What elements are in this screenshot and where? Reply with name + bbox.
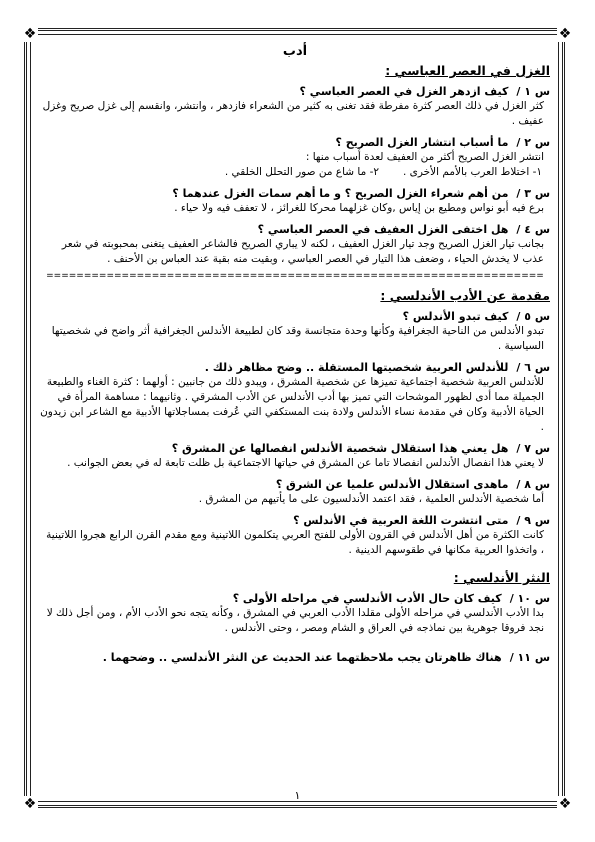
section-title-abbasid-ghazal: الغزل في العصر العباسي :	[385, 63, 550, 78]
list-item: ١- اختلاط العرب بالأمم الأخرى .	[403, 166, 542, 178]
question-1: س ١ /كيف ازدهر الغزل في العصر العباسي ؟	[299, 85, 550, 98]
section-title-andalusian-intro: مقدمة عن الأدب الأندلسي :	[380, 288, 550, 303]
answer-1: كثر الغزل في ذلك العصر كثرة مفرطة فقد تغنى به كثير من الشعراء فازدهر ، وانتشر، وانقسم إلى غزل صريح وغزل عفيف .	[42, 100, 544, 127]
list-item: ٢- ما شاع من صور التحلل الخلقي .	[224, 166, 379, 178]
page-title: أدب	[282, 44, 308, 59]
section-divider: ==================================================================	[46, 271, 544, 281]
corner-ornament-icon: ❖	[558, 26, 572, 42]
answer-2-list	[40, 165, 550, 180]
question-5: س ٥ /كيف تبدو الأندلس ؟	[402, 310, 550, 323]
document-body	[40, 38, 550, 798]
answer-6: للأندلس العربية شخصية اجتماعية تميزها عن شخصية المشرق ، ويبدو ذلك من جانبين : أولهما : كثرة الغناء والطبيعة الجميلة مما أدى لظهور الموشحات التي تميز بها أدب الأندلس عن الأدب المشرقي . وثانيهما : مساهمة المرأة في الحياة الأدبية وكان في مقدمة نساء الأندلس ولادة بنت المستكفي التي عُرفت بمساجلاتها الأدبية مع الشاعر ابن زيدون .	[40, 376, 544, 433]
question-11: س ١١ /هناك ظاهرتان يجب ملاحظتهما عند الحديث عن النثر الأندلسي .. وضحهما .	[102, 651, 550, 664]
question-10: س ١٠ /كيف كان حال الأدب الأندلسي في مراحله الأولى ؟	[232, 592, 550, 605]
question-7: س ٧ /هل يعني هذا استقلال شخصية الأندلس انفصالها عن المشرق ؟	[171, 442, 550, 455]
question-2: س ٢ /ما أسباب انتشار الغزل الصريح ؟	[335, 136, 550, 149]
section-title-andalusian-prose: النثر الأندلسي :	[453, 570, 550, 585]
question-8: س ٨ /ماهدى استقلال الأندلس علميا عن الشرق ؟	[275, 478, 550, 491]
answer-4: بجانب تيار الغزل الصريح وجد تيار الغزل العفيف ، لكنه لا يباري الصريح فالشاعر العفيف يتغنى بمحبوبته في شعر عذب لا يخدش الحياء ، وضعف هذا التيار في العصر العباسي ، وبقيت منه بقية عند العباس بن الأحنف .	[61, 238, 544, 265]
answer-3: برع فيه أبو نواس ومطيع بن إياس ,وكان غزلهما محركا للغرائز ، لا تعفف فيه ولا حياء .	[174, 202, 544, 214]
corner-ornament-icon: ❖	[558, 796, 572, 812]
answer-7: لا يعني هذا انفصال الأندلس انفصالا تاما عن المشرق في حياتها الاجتماعية بل ظلت تابعة له في بعض الجوانب .	[67, 457, 544, 469]
question-9: س ٩ /متى انتشرت اللغة العربية في الأندلس ؟	[293, 514, 550, 527]
question-6: س ٦ /للأندلس العربية شخصيتها المستقلة .. وضح مظاهر ذلك .	[204, 361, 550, 374]
answer-10: بدا الأدب الأندلسي في مراحله الأولى مقلدا الأدب العربي في المشرق ، وكأنه يتجه نحو الأدب الأم ، ومن أجل ذلك لا نجد فروقا جوهرية بين نماذجه في العراق و الشام ومصر ، وحتى الأندلس .	[46, 607, 544, 634]
question-3: س ٣ /من أهم شعراء الغزل الصريح ؟ و ما أهم سمات الغزل عندهما ؟	[172, 187, 550, 200]
answer-2: انتشر الغزل الصريح أكثر من العفيف لعدة أسباب منها :	[305, 151, 544, 163]
corner-ornament-icon: ❖	[23, 796, 37, 812]
page-number: ١	[294, 789, 301, 802]
answer-5: تبدو الأندلس من الناحية الجغرافية وكأنها وحدة متجانسة وقد كان لطبيعة الأندلس الجغرافية أثر واضح في شخصيتها السياسية .	[51, 325, 544, 352]
question-4: س ٤ /هل اختفى الغزل العفيف في العصر العباسي ؟	[257, 223, 550, 236]
answer-8: أما شخصية الأندلس العلمية ، فقد اعتمد الأندلسيون على ما يأتيهم من المشرق .	[198, 493, 544, 505]
answer-9: كانت الكثرة من أهل الأندلس في القرون الأولى للفتح العربي يتكلمون اللاتينية ومع مقدم القرن الرابع هجروا اللاتينية ، واتخذوا العربية مكانها في طقوسهم الدينية .	[46, 529, 544, 556]
corner-ornament-icon: ❖	[23, 26, 37, 42]
